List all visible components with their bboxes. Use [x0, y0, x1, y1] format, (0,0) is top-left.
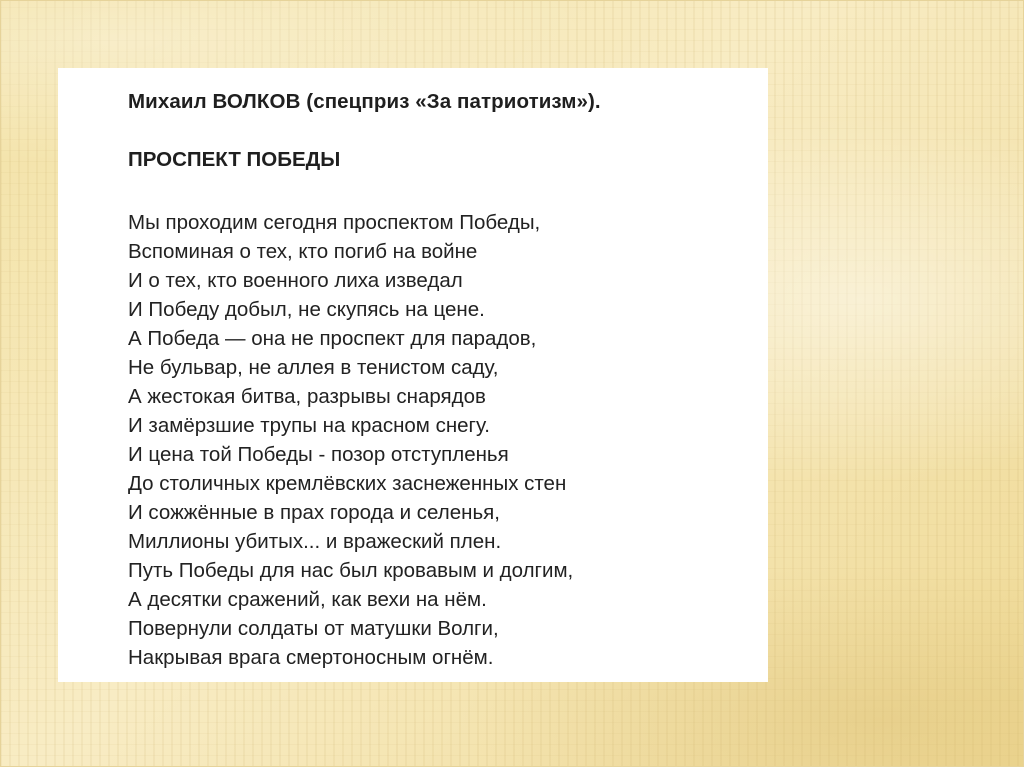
poem-line: До столичных кремлёвских заснеженных стен [128, 472, 567, 495]
poem-line: А десятки сражений, как вехи на нём. [128, 588, 487, 611]
poem-line: Вспоминая о тех, кто погиб на войне [128, 240, 478, 263]
poem-line: И замёрзшие трупы на красном снегу. [128, 414, 490, 437]
poem-line: Миллионы убитых... и вражеский плен. [128, 530, 502, 553]
author-heading: Михаил ВОЛКОВ (спецприз «За патриотизм»). [128, 90, 601, 113]
poem-line: И Победу добыл, не скупясь на цене. [128, 298, 485, 321]
poem-line: Повернули солдаты от матушки Волги, [128, 617, 499, 640]
poem-line: И цена той Победы - позор отступленья [128, 443, 509, 466]
poem-line: И о тех, кто военного лиха изведал [128, 269, 463, 292]
poem-line: Не бульвар, не аллея в тенистом саду, [128, 356, 499, 379]
poem-line: Мы проходим сегодня проспектом Победы, [128, 211, 541, 234]
poem-line: И сожжённые в прах города и селенья, [128, 501, 500, 524]
poem-title: ПРОСПЕКТ ПОБЕДЫ [128, 148, 341, 171]
poem-line: А жестокая битва, разрывы снарядов [128, 385, 486, 408]
poem-line: Накрывая врага смертоносным огнём. [128, 646, 494, 669]
poem-lines [128, 208, 573, 672]
document-page [58, 68, 768, 682]
poem-line: А Победа — она не проспект для парадов, [128, 327, 537, 350]
poem-line: Путь Победы для нас был кровавым и долгим, [128, 559, 574, 582]
